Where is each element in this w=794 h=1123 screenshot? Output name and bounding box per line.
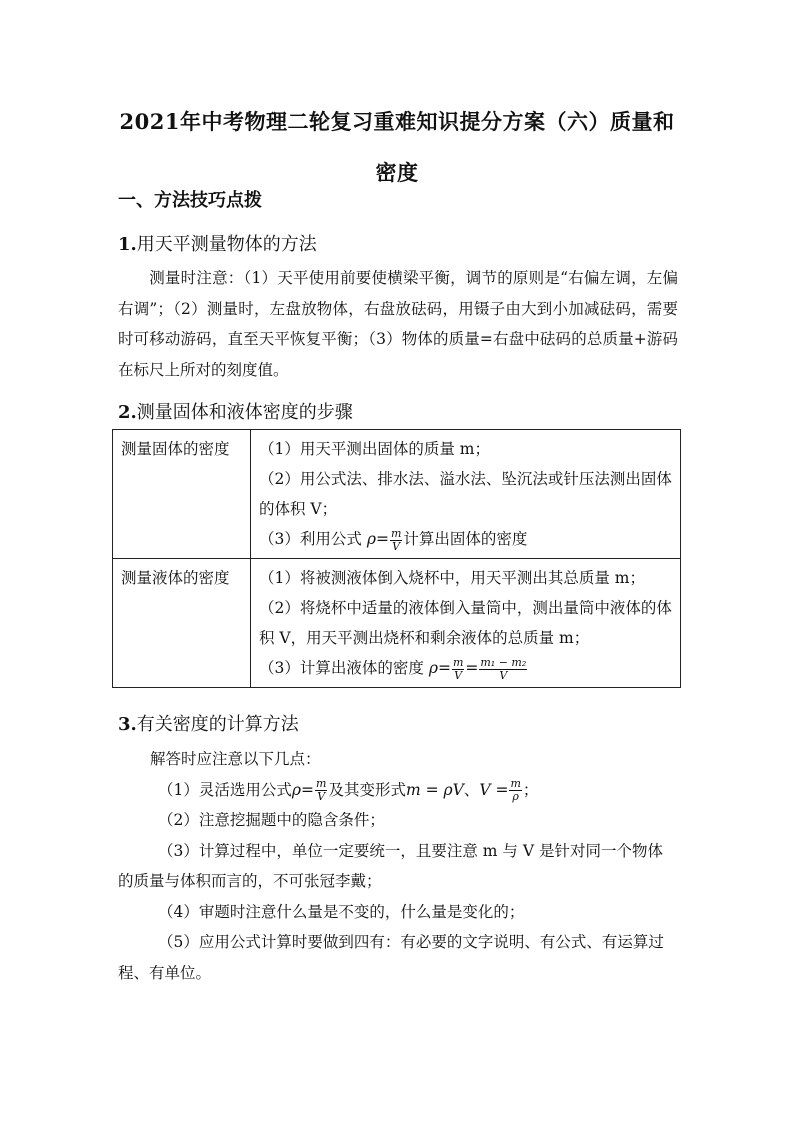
table-row-liquid <box>113 559 681 688</box>
subheading-density-calc <box>118 710 299 736</box>
fraction-m-over-V: $\frac{m}{V}$ <box>316 777 327 803</box>
liquid-step-1: （1）将被测液体倒入烧杯中，用天平测出其总质量 m； <box>259 569 645 587</box>
row-label-liquid: 测量液体的密度 <box>113 559 251 688</box>
fraction-m-over-V: $\frac{m}{V}$ <box>452 655 464 682</box>
solid-steps-cell <box>251 430 681 559</box>
calc-note-2: （2）注意挖掘题中的隐含条件； <box>158 811 385 829</box>
liquid-steps-cell <box>251 559 681 688</box>
subheading-text: 有关密度的计算方法 <box>136 714 299 735</box>
calc-note-4: （4）审题时注意什么量是不变的，什么量是变化的； <box>158 902 525 921</box>
calc-note-1: （1）灵活选用公式ρ= $\frac{m}{V}$ 及其变形式m = ρV、V = $\frac{m}{\rho}$ ； <box>158 777 539 803</box>
row-label-solid: 测量固体的密度 <box>113 430 251 559</box>
solid-step-1: （1）用天平测出固体的质量 m； <box>259 440 490 458</box>
fraction-m-over-rho: $\frac{m}{\rho}$ <box>510 777 521 803</box>
fraction-m-over-V: $\frac{m}{V}$ <box>390 526 402 553</box>
document-title: 2021年中考物理二轮复习重难知识提分方案（六）质量和密度 <box>119 109 675 185</box>
solid-step-2: （2）用公式法、排水法、溢水法、坠沉法或针压法测出固体的体积 V； <box>259 470 672 518</box>
calc-intro: 解答时应注意以下几点： <box>150 750 321 768</box>
subheading-density-steps <box>118 398 353 424</box>
calc-note-3: （3）计算过程中，单位一定要统一，且要注意 m 与 V 是针对同一个物体的质量与体积而言的，不可张冠李戴； <box>118 841 663 890</box>
subheading-number: 3. <box>118 714 137 735</box>
formula-rho: ρ <box>428 659 438 677</box>
subheading-text: 测量固体和液体密度的步骤 <box>136 402 353 423</box>
subheading-number: 1. <box>118 234 137 255</box>
calc-note-5: （5）应用公式计算时要做到四有：有必要的文字说明、有公式、有运算过程、有单位。 <box>118 933 664 982</box>
table-row-solid <box>113 430 681 559</box>
formula-rho: ρ <box>366 530 376 548</box>
subheading-balance <box>118 230 317 256</box>
fraction-m1-minus-m2-over-V: $\frac{\text{m₁ − m₂}}{V}$ <box>480 655 527 682</box>
balance-text: 测量时注意：（1）天平使用前要使横梁平衡，调节的原则是“右偏左调，左偏右调”；（2）测量时，左盘放物体，右盘放砝码，用镊子由大到小加减砝码，需要时可移动游码，直至天平恢复平衡；（3）物体的质量=右盘中砝码的总质量+游码在标尺上所对的刻度值。 <box>118 269 678 379</box>
balance-paragraph <box>118 263 678 385</box>
subheading-text: 用天平测量物体的方法 <box>136 234 317 255</box>
density-steps-table <box>112 429 681 688</box>
section-heading-methods: 一、方法技巧点拨 <box>118 190 262 211</box>
liquid-step-3: （3）计算出液体的密度 ρ= $\frac{m}{V}$ = $\frac{\text{m₁ − m₂}}{V}$ <box>259 655 527 682</box>
liquid-step-2: （2）将烧杯中适量的液体倒入量筒中，测出量筒中液体的体积 V，用天平测出烧杯和剩余液体的总质量 m； <box>259 599 672 647</box>
calc-notes <box>118 744 678 988</box>
subheading-number: 2. <box>118 402 137 423</box>
solid-step-3: （3）利用公式 ρ= $\frac{m}{V}$ 计算出固体的密度 <box>259 526 528 553</box>
